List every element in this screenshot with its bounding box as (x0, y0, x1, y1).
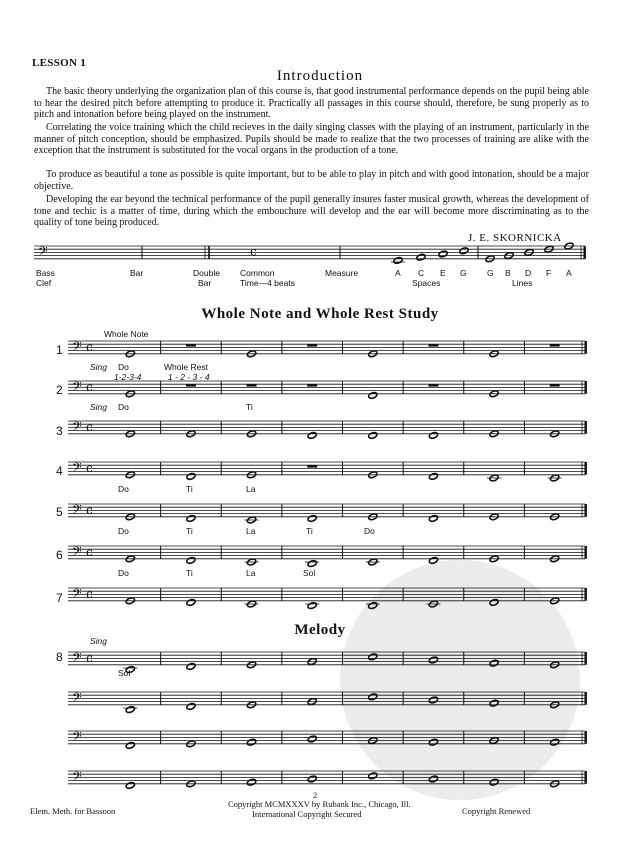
whole-note-icon (186, 662, 196, 670)
whole-note-icon (489, 699, 499, 707)
legend-clef: Clef (36, 278, 52, 288)
syllable-2-ti: Ti (246, 402, 253, 412)
whole-note-icon (428, 696, 438, 704)
whole-note-icon (125, 741, 135, 749)
final-bar (585, 546, 587, 559)
intro-paragraph-2: Correlating the voice training which the child recieves in the daily singing classes with the playing of an instrument, particularly in the manner of pitch conception, should be emphasized. Pupils should be made to realize that the two processes of training are alike with the exception that the instrument is substituted for the vocal organs in the production of a tone. (34, 122, 589, 156)
whole-rest-icon (186, 344, 196, 346)
bass-clef-icon: 𝄢 (72, 543, 82, 562)
whole-note-icon (307, 602, 317, 610)
whole-note-icon (428, 556, 438, 564)
whole-note-icon (489, 598, 499, 606)
whole-rest-icon (550, 384, 560, 386)
intro-title: Introduction (276, 68, 364, 84)
common-time-icon: c (86, 503, 93, 518)
whole-rest-icon (428, 384, 438, 386)
legend-line-b: B (505, 268, 511, 278)
whole-rest-icon (247, 384, 257, 386)
legend-bass: Bass (36, 268, 55, 278)
final-bar (585, 421, 587, 434)
legend-bar: Bar (130, 268, 144, 278)
intro-paragraph-1: The basic theory underlying the organization plan of this course is, that good instrumental performance depends on the pupil being able to hear the desired pitch before attempting to produce it. Practically all passages in this course should, therefore, be sung properly as to pitch and intonation before being played on the instrument. (34, 86, 589, 120)
final-bar (585, 504, 587, 517)
whole-note-icon (368, 653, 378, 661)
syllable-5-la: La (246, 526, 256, 536)
row-number-8: 8 (56, 650, 63, 664)
author-name: J. E. SKORNICKA (468, 232, 562, 244)
final-bar (585, 588, 587, 601)
syllable-4-ti: Ti (186, 484, 193, 494)
copyright-line: Copyright MCMXXXV by Rubank Inc., Chicago, Ill. (228, 799, 411, 809)
bass-clef-icon: 𝄢 (72, 459, 82, 478)
common-time-icon: c (86, 545, 93, 560)
legend-lines: Lines (512, 278, 533, 288)
final-bar (585, 771, 587, 784)
whole-note-icon (368, 391, 378, 399)
whole-rest-label: Whole Rest (164, 362, 208, 372)
final-bar (585, 652, 587, 665)
syllable-6-sol: Sol (303, 568, 316, 578)
whole-note-icon (368, 772, 378, 780)
melody-syllable-sol: Sol (118, 668, 131, 678)
whole-note-icon (416, 253, 426, 261)
whole-note-icon (125, 666, 135, 674)
whole-note-icon (489, 778, 499, 786)
whole-rest-icon (307, 344, 317, 346)
legend-line-g: G (487, 268, 494, 278)
row-number-2: 2 (56, 383, 63, 397)
syllable-5-do2: Do (364, 526, 375, 536)
count-1: 1-2-3-4 (114, 372, 142, 382)
footer-title: Elem. Meth. for Bassoon (30, 806, 116, 816)
common-time-icon: c (86, 651, 93, 666)
legend-space-g: G (460, 268, 467, 278)
intro-paragraph-3: To produce as beautiful a tone as possible is quite important, but to be able to play in pitch and with good intonation, should be a major objective. (34, 169, 589, 192)
legend-common: Common (240, 268, 275, 278)
legend-space-e: E (440, 268, 446, 278)
whole-note-icon (489, 659, 499, 667)
bass-clef-icon: 𝄢 (72, 501, 82, 520)
final-bar (585, 462, 587, 475)
syllable-5-ti: Ti (186, 526, 193, 536)
syllable-6-la: La (246, 568, 256, 578)
whole-note-icon (247, 738, 257, 746)
bass-clef-icon: 𝄢 (72, 338, 82, 357)
syllable-6-ti: Ti (186, 568, 193, 578)
whole-note-icon (550, 738, 560, 746)
whole-rest-icon (307, 465, 317, 467)
whole-note-icon (125, 781, 135, 789)
row-number-4: 4 (56, 464, 63, 478)
copyright-intl: International Copyright Secured (252, 809, 362, 819)
bass-clef-icon: 𝄢 (72, 689, 82, 708)
lesson-label: LESSON 1 (32, 57, 87, 69)
whole-note-icon (186, 514, 196, 522)
bass-clef-icon: 𝄢 (72, 418, 82, 437)
sing-label-2: Sing (90, 402, 108, 412)
bass-clef-icon: 𝄢 (38, 243, 48, 262)
whole-note-icon (428, 472, 438, 480)
study-title: Whole Note and Whole Rest Study (201, 306, 439, 322)
legend-line-a: A (566, 268, 572, 278)
whole-note-icon (428, 775, 438, 783)
copyright-renewed: Copyright Renewed (462, 806, 531, 816)
row-number-7: 7 (56, 591, 63, 605)
whole-rest-icon (550, 344, 560, 346)
whole-note-icon (186, 472, 196, 480)
final-bar (585, 341, 587, 354)
whole-rest-icon (186, 384, 196, 386)
melody-sing: Sing (90, 636, 108, 646)
page-number: 2 (313, 790, 318, 800)
whole-note-icon (307, 560, 317, 568)
final-bar (585, 381, 587, 394)
syllable-4-la: La (246, 484, 256, 494)
final-bar (585, 731, 587, 744)
whole-note-icon (438, 250, 448, 258)
legend-line-f: F (546, 268, 552, 278)
legend-spaces: Spaces (412, 278, 441, 288)
row-number-6: 6 (56, 548, 63, 562)
whole-note-icon (428, 656, 438, 664)
common-time-icon: c (86, 380, 93, 395)
bass-clef-icon: 𝄢 (72, 768, 82, 787)
whole-note-icon (428, 514, 438, 522)
syllable-4-do: Do (118, 484, 129, 494)
whole-note-label: Whole Note (104, 329, 149, 339)
whole-note-icon (307, 775, 317, 783)
legend-line-d: D (525, 268, 532, 278)
bass-clef-icon: 𝄢 (72, 728, 82, 747)
count-2: 1 - 2 - 3 - 4 (168, 372, 210, 382)
legend-space-c: C (418, 268, 425, 278)
whole-note-icon (368, 693, 378, 701)
row-number-3: 3 (56, 424, 63, 438)
common-time-icon: c (86, 340, 93, 355)
syllable-1-do: Do (118, 362, 129, 372)
whole-note-icon (368, 431, 378, 439)
common-time-icon: c (86, 461, 93, 476)
whole-note-icon (428, 431, 438, 439)
bass-clef-icon: 𝄢 (72, 649, 82, 668)
whole-note-icon (186, 556, 196, 564)
final-bar (585, 692, 587, 705)
common-time-icon: c (86, 587, 93, 602)
whole-note-icon (125, 706, 135, 714)
whole-note-icon (393, 256, 403, 264)
whole-note-icon (186, 702, 196, 710)
whole-note-icon (307, 735, 317, 743)
syllable-2-do: Do (118, 402, 129, 412)
whole-note-icon (186, 598, 196, 606)
legend-space-a: A (395, 268, 401, 278)
common-time-icon: c (86, 420, 93, 435)
legend-measure: Measure (325, 268, 359, 278)
whole-rest-icon (307, 384, 317, 386)
intro-paragraph-4: Developing the ear beyond the technical performance of the pupil generally insures faster musical growth, whereas the development of tone and techic is a matter of time, during which the embouchure will develop and the ear will become more discriminating as to the quality of tone being produced. (34, 194, 589, 228)
syllable-5-do: Do (118, 526, 129, 536)
bass-clef-icon: 𝄢 (72, 378, 82, 397)
legend-double-bar: Bar (198, 278, 212, 288)
whole-note-icon (247, 778, 257, 786)
whole-note-icon (307, 431, 317, 439)
common-time-icon: c (250, 244, 257, 259)
syllable-5-ti2: Ti (306, 526, 313, 536)
final-bar (584, 246, 586, 259)
whole-note-icon (428, 738, 438, 746)
whole-note-icon (368, 602, 378, 610)
whole-rest-icon (428, 344, 438, 346)
whole-note-icon (307, 514, 317, 522)
whole-note-icon (459, 247, 469, 255)
bass-clef-icon: 𝄢 (72, 585, 82, 604)
legend-double: Double (193, 268, 220, 278)
legend-time: Time—4 beats (240, 278, 295, 288)
row-number-5: 5 (56, 505, 63, 519)
melody-title: Melody (294, 622, 346, 638)
row-number-1: 1 (56, 343, 63, 357)
syllable-6-do: Do (118, 568, 129, 578)
sing-label-1: Sing (90, 362, 108, 372)
